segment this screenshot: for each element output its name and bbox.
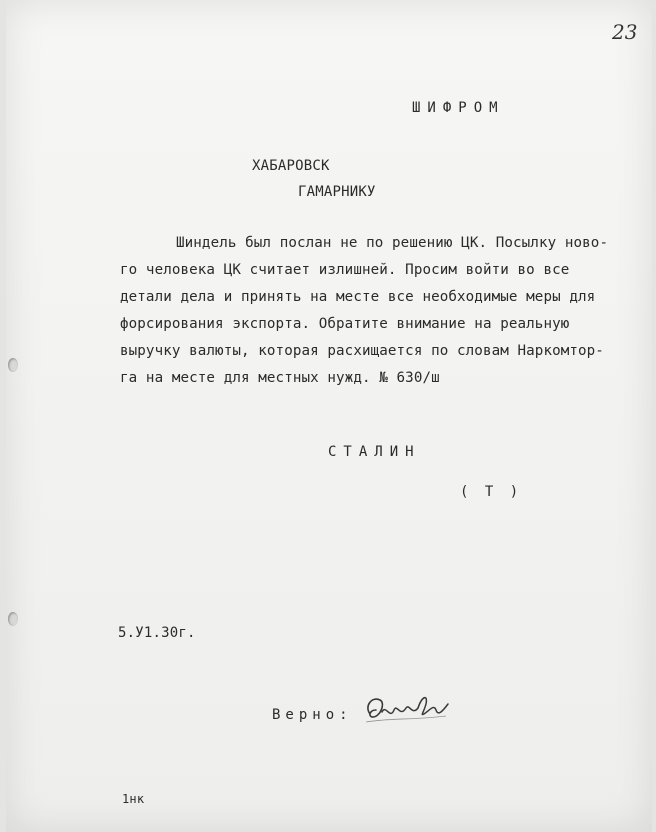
body-line: га на месте для местных нужд. № 630/ш [120, 370, 440, 386]
transmission-mode: ШИФРОМ [412, 100, 505, 116]
punch-hole [8, 612, 18, 626]
signatory-name: СТАЛИН [328, 444, 421, 460]
body-line: Шиндель был послан не по решению ЦК. Посылку ново- [176, 235, 609, 251]
signatory-code: ( Т ) [460, 484, 523, 500]
page-number: 23 [612, 20, 638, 44]
body-line: форсирования экспорта. Обратите внимание на реальную [120, 316, 570, 332]
address-recipient: ГАМАРНИКУ [298, 184, 376, 200]
document-page [6, 0, 652, 832]
document-date: 5.У1.30г. [118, 625, 196, 641]
address-city: ХАБАРОВСК [252, 158, 330, 174]
body-line: детали дела и принять на месте все необходимые меры для [120, 289, 596, 305]
body-line: го человека ЦК считает излишней. Просим войти во все [120, 262, 570, 278]
body-line: выручку валюты, которая расхищается по словам Наркомтор- [120, 343, 604, 359]
handwritten-signature [362, 690, 454, 734]
signature-icon [362, 690, 454, 730]
certification-label: Верно: [272, 707, 353, 723]
footer-code: 1нк [122, 792, 145, 806]
punch-hole [8, 358, 18, 372]
